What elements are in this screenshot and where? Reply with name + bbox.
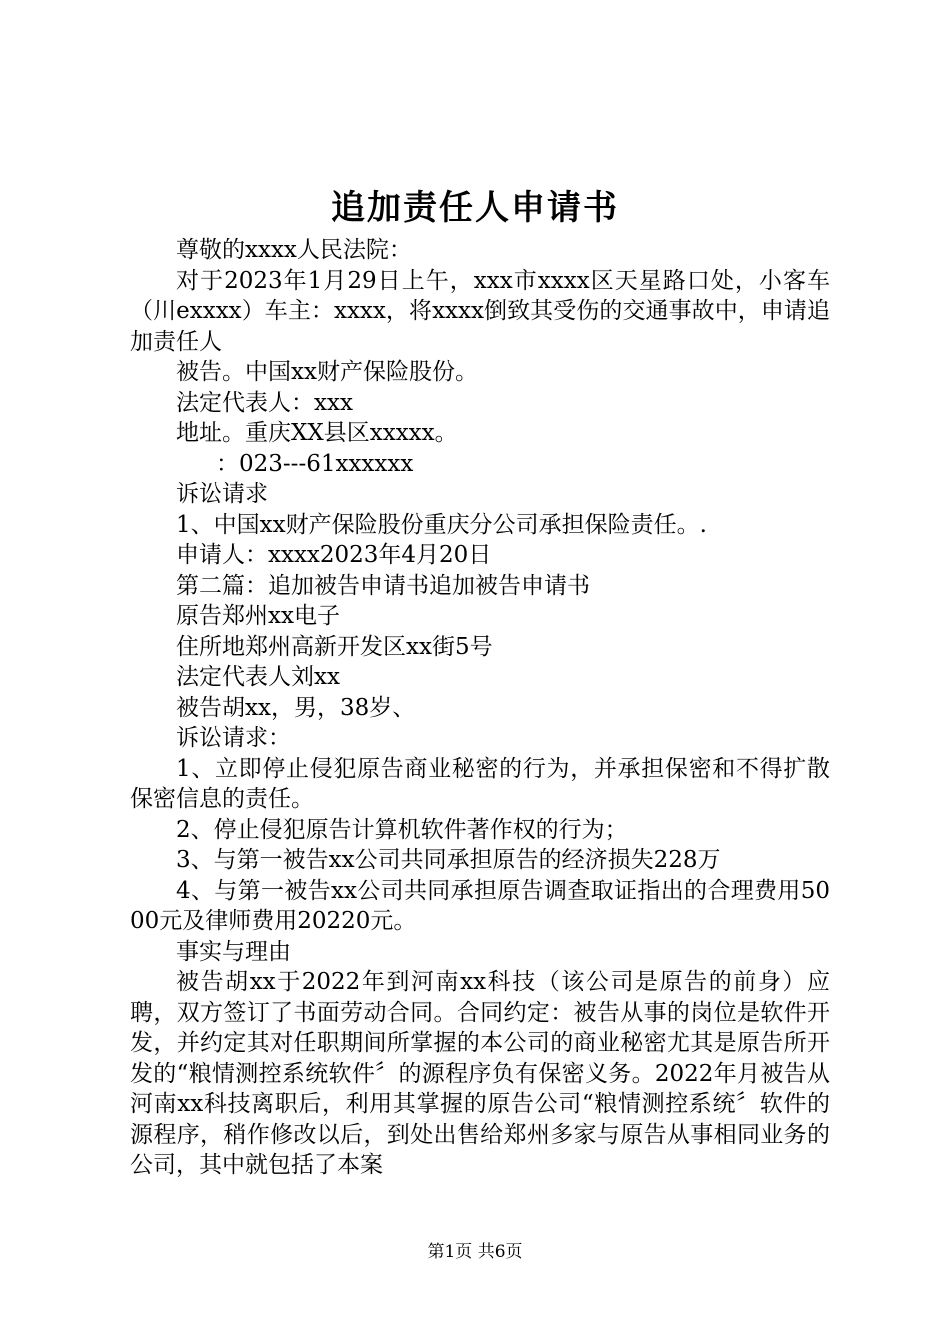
page-footer: 第1页 共6页 — [427, 1242, 523, 1262]
document-body — [130, 235, 830, 1181]
paragraph: ：023---61xxxxxx — [216, 450, 414, 477]
paragraph: 3、与第一被告xx公司共同承担原告的经济损失228万 — [176, 847, 721, 873]
paragraph: 被告胡xx，男，38岁、 — [176, 694, 416, 721]
paragraph: 被告。中国xx财产保险股份。 — [176, 359, 478, 385]
paragraph: 对于2023年1月29日上午，xxx市xxxx区天星路口处，小客车（川exxxx）车主：xxxx，将xxxx倒致其受伤的交通事故中，申请追加责任人 — [130, 267, 830, 355]
section-heading: 事实与理由 — [176, 938, 291, 965]
paragraph: 地址。重庆XX县区xxxxx。 — [176, 420, 458, 446]
section-heading: 第二篇：追加被告申请书追加被告申请书 — [176, 572, 590, 599]
paragraph: 1、立即停止侵犯原告商业秘密的行为，并承担保密和不得扩散保密信息的责任。 — [130, 755, 830, 812]
paragraph: 被告胡xx于2022年到河南xx科技（该公司是原告的前身）应聘，双方签订了书面劳动合同。合同约定：被告从事的岗位是软件开发，并约定其对任职期间所掌握的本公司的商业秘密尤其是原告所开发的“粮情测控系统软件〞的源程序负有保密义务。2022年月被告从河南xx科技离职后，利用其掌握的原告公司“粮情测控系统〞软件的源程序，稍作修改以后，到处出售给郑州多家与原告从事相同业务的公司，其中就包括了本案 — [130, 969, 830, 1178]
paragraph: 申请人：xxxx2023年4月20日 — [176, 542, 492, 568]
paragraph: 2、停止侵犯原告计算机软件著作权的行为； — [176, 816, 628, 843]
paragraph: 法定代表人刘xx — [176, 664, 340, 690]
paragraph: 住所地郑州高新开发区xx街5号 — [176, 633, 493, 660]
paragraph: 4、与第一被告xx公司共同承担原告调查取证指出的合理费用5000元及律师费用20220元。 — [130, 877, 830, 934]
section-heading: 诉讼请求： — [176, 725, 291, 751]
document-title: 追加责任人申请书 — [331, 188, 619, 228]
paragraph: 1、中国xx财产保险股份重庆分公司承担保险责任。. — [176, 511, 707, 538]
salutation: 尊敬的xxxx人民法院： — [176, 237, 412, 263]
paragraph: 原告郑州xx电子 — [176, 603, 340, 629]
section-heading: 诉讼请求 — [176, 481, 268, 507]
paragraph: 法定代表人：xxx — [176, 389, 353, 416]
